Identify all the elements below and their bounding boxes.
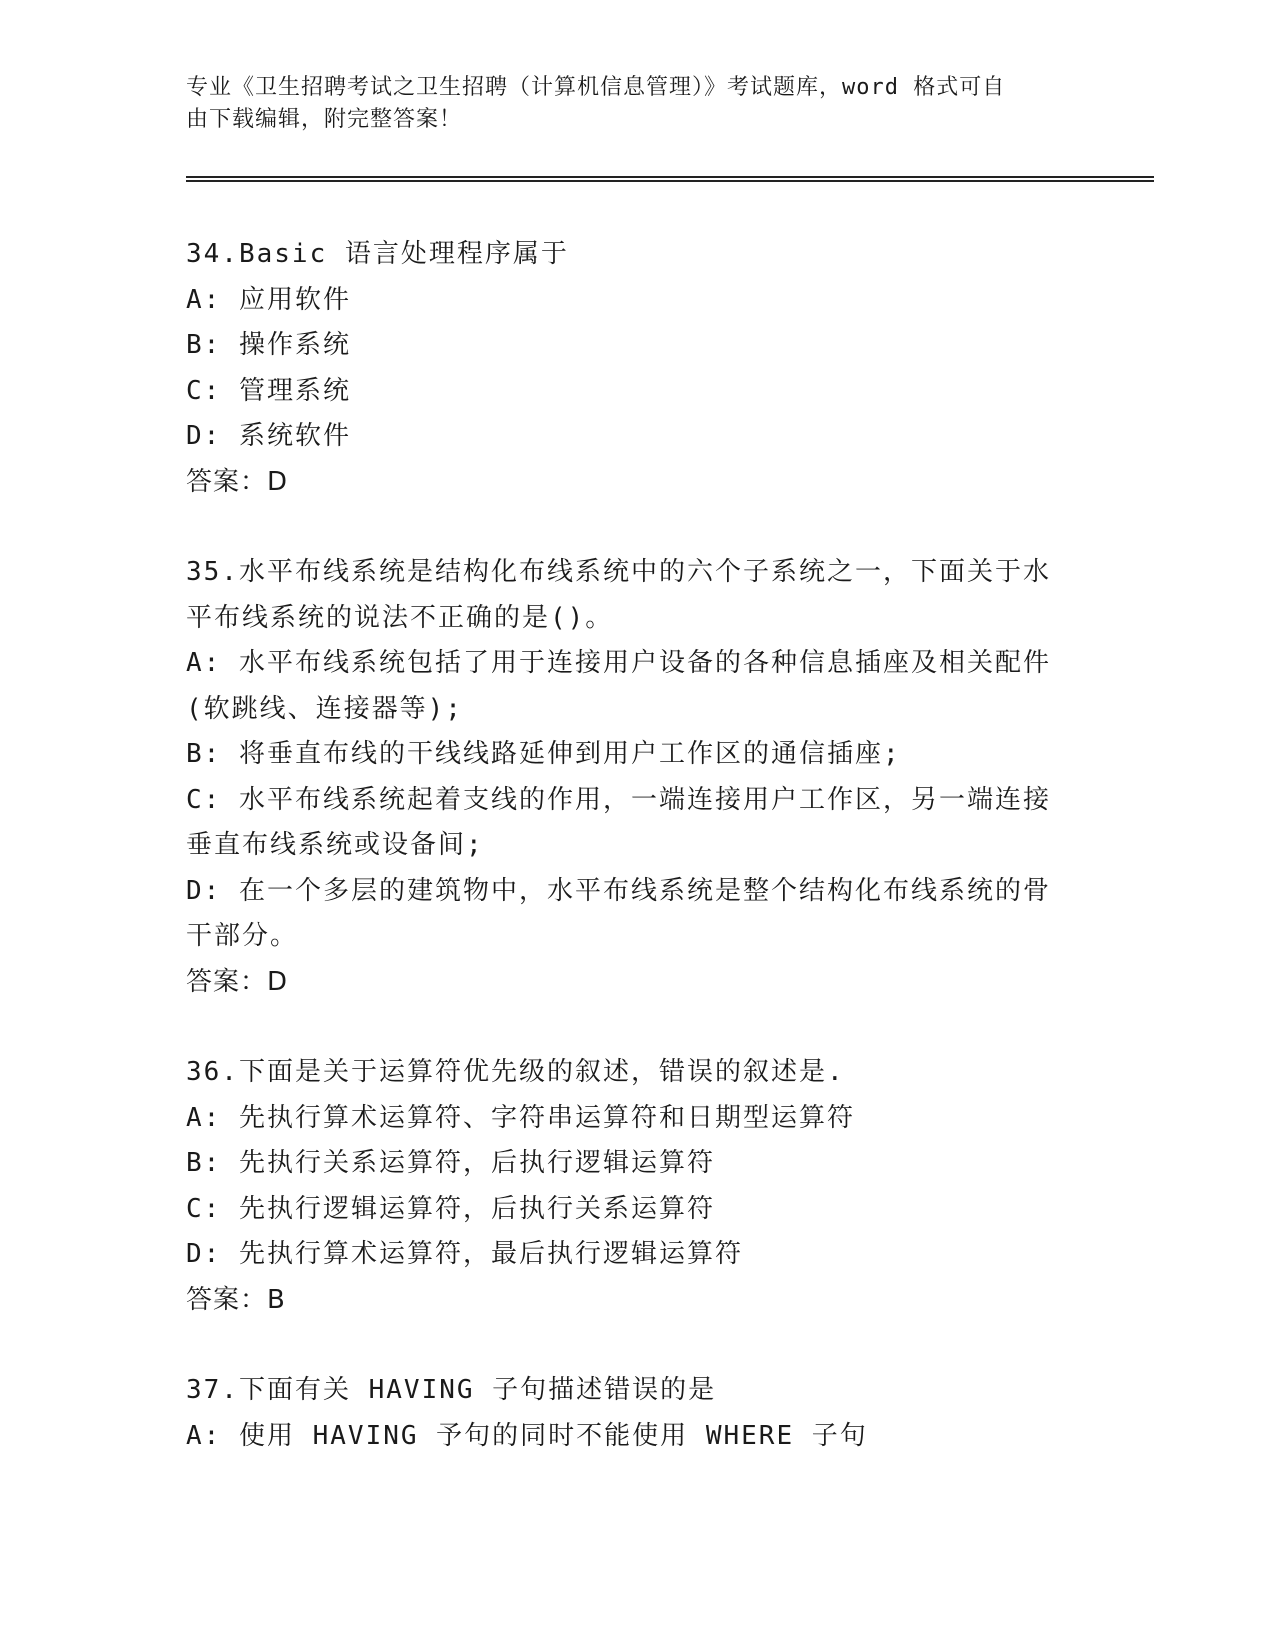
answer-line: 答案：B	[186, 1284, 286, 1315]
question-list	[186, 232, 1086, 1459]
option-a-cont: (软跳线、连接器等);	[186, 693, 463, 724]
question-stem: 34.Basic 语言处理程序属于	[186, 239, 569, 269]
question-34	[186, 232, 1086, 505]
option-d: D: 系统软件	[186, 421, 351, 451]
header-line-1: 专业《卫生招聘考试之卫生招聘（计算机信息管理）》考试题库，word 格式可自	[186, 75, 1006, 100]
option-a: A: 使用 HAVING 予句的同时不能使用 WHERE 子句	[186, 1420, 868, 1451]
option-d: D: 先执行算术运算符，最后执行逻辑运算符	[186, 1239, 743, 1269]
question-stem: 35.水平布线系统是结构化布线系统中的六个子系统之一，下面关于水	[186, 557, 1051, 587]
document-header	[186, 72, 1066, 136]
answer-line: 答案：D	[186, 966, 289, 997]
option-d-cont: 干部分。	[186, 921, 299, 951]
option-a: A: 先执行算术运算符、字符串运算符和日期型运算符	[186, 1102, 855, 1133]
option-b: B: 操作系统	[186, 330, 351, 360]
option-a: A: 水平布线系统包括了用于连接用户设备的各种信息插座及相关配件	[186, 648, 1051, 678]
option-c: C: 先执行逻辑运算符，后执行关系运算符	[186, 1193, 715, 1224]
option-b: B: 将垂直布线的干线线路延伸到用户工作区的通信插座;	[186, 739, 901, 769]
question-stem: 36.下面是关于运算符优先级的叙述，错误的叙述是.	[186, 1057, 845, 1087]
option-d: D: 在一个多层的建筑物中，水平布线系统是整个结构化布线系统的骨	[186, 875, 1051, 906]
option-c: C: 水平布线系统起着支线的作用，一端连接用户工作区，另一端连接	[186, 784, 1051, 815]
answer-line: 答案：D	[186, 466, 289, 497]
question-36	[186, 1050, 1086, 1323]
option-a: A: 应用软件	[186, 284, 351, 315]
question-35	[186, 550, 1086, 1005]
header-divider	[186, 176, 1154, 182]
option-c: C: 管理系统	[186, 375, 351, 406]
question-37	[186, 1368, 1086, 1459]
question-stem-cont: 平布线系统的说法不正确的是()。	[186, 602, 614, 633]
option-c-cont: 垂直布线系统或设备间;	[186, 830, 484, 860]
header-line-2: 由下载编辑，附完整答案！	[186, 107, 463, 132]
option-b: B: 先执行关系运算符，后执行逻辑运算符	[186, 1148, 715, 1178]
question-stem: 37.下面有关 HAVING 子句描述错误的是	[186, 1375, 717, 1405]
